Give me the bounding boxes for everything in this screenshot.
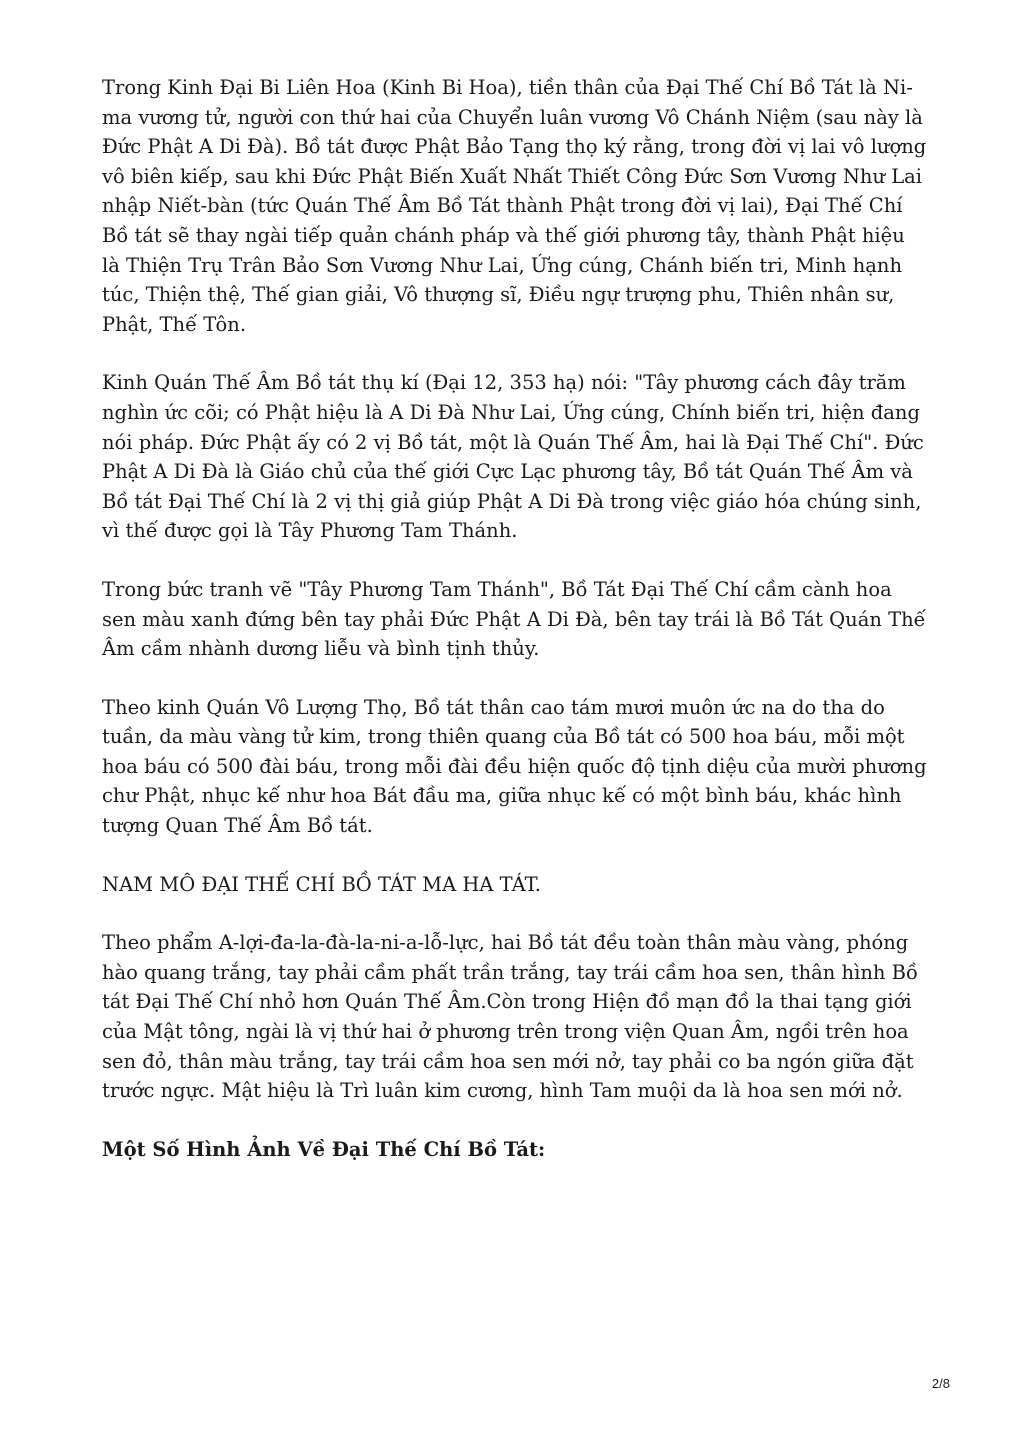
page-number: 2/8 [931, 1376, 950, 1391]
section-heading: Một Số Hình Ảnh Về Đại Thế Chí Bồ Tát: [102, 1137, 546, 1161]
paragraph-5: NAM MÔ ĐẠI THẾ CHÍ BỒ TÁT MA HA TÁT. [102, 872, 541, 896]
paragraph-1: Trong Kinh Đại Bi Liên Hoa (Kinh Bi Hoa), tiền thân của Đại Thế Chí Bồ Tát là Ni-ma vương tử, người con thứ hai của Chuyển luân vương Vô Chánh Niệm (sau này là Đức Phật A Di Đà). Bồ tát được Phật Bảo Tạng thọ ký rằng, trong đời vị lai vô lượng vô biên kiếp, sau khi Đức Phật Biến Xuất Nhất Thiết Công Đức Sơn Vương Như Lai nhập Niết-bàn (tức Quán Thế Âm Bồ Tát thành Phật trong đời vị lai), Đại Thế Chí Bồ tát sẽ thay ngài tiếp quản chánh pháp và thế giới phương tây, thành Phật hiệu là Thiện Trụ Trân Bảo Sơn Vương Như Lai, Ứng cúng, Chánh biến tri, Minh hạnh túc, Thiện thệ, Thế gian giải, Vô thượng sĩ, Điều ngự trượng phu, Thiên nhân sư, Phật, Thế Tôn. [102, 76, 927, 336]
document-body [102, 73, 928, 1193]
paragraph-6: Theo phẩm A-lợi-đa-la-đà-la-ni-a-lỗ-lực, hai Bồ tát đều toàn thân màu vàng, phóng hào quang trắng, tay phải cầm phất trần trắng, tay trái cầm hoa sen, thân hình Bồ tát Đại Thế Chí nhỏ hơn Quán Thế Âm.Còn trong Hiện đồ mạn đồ la thai tạng giới của Mật tông, ngài là vị thứ hai ở phương trên trong viện Quan Âm, ngồi trên hoa sen đỏ, thân màu trắng, tay trái cầm hoa sen mới nở, tay phải co ba ngón giữa đặt trước ngực. Mật hiệu là Trì luân kim cương, hình Tam muội da là hoa sen mới nở. [102, 931, 918, 1103]
paragraph-2: Kinh Quán Thế Âm Bồ tát thụ kí (Đại 12, 353 hạ) nói: "Tây phương cách đây trăm nghìn ức cõi; có Phật hiệu là A Di Đà Như Lai, Ứng cúng, Chính biến tri, hiện đang nói pháp. Đức Phật ấy có 2 vị Bồ tát, một là Quán Thế Âm, hai là Đại Thế Chí". Đức Phật A Di Đà là Giáo chủ của thế giới Cực Lạc phương tây, Bồ tát Quán Thế Âm và Bồ tát Đại Thế Chí là 2 vị thị giả giúp Phật A Di Đà trong việc giáo hóa chúng sinh, vì thế được gọi là Tây Phương Tam Thánh. [102, 371, 924, 543]
paragraph-3: Trong bức tranh vẽ "Tây Phương Tam Thánh", Bồ Tát Đại Thế Chí cầm cành hoa sen màu xanh đứng bên tay phải Đức Phật A Di Đà, bên tay trái là Bồ Tát Quán Thế Âm cầm nhành dương liễu và bình tịnh thủy. [102, 577, 926, 661]
paragraph-4: Theo kinh Quán Vô Lượng Thọ, Bồ tát thân cao tám mươi muôn ức na do tha do tuần, da màu vàng tử kim, trong thiên quang của Bồ tát có 500 hoa báu, mỗi một hoa báu có 500 đài báu, trong mỗi đài đều hiện quốc độ tịnh diệu của mười phương chư Phật, nhục kế như hoa Bát đầu ma, giữa nhục kế có một bình báu, khác hình tượng Quan Thế Âm Bồ tát. [102, 695, 927, 838]
